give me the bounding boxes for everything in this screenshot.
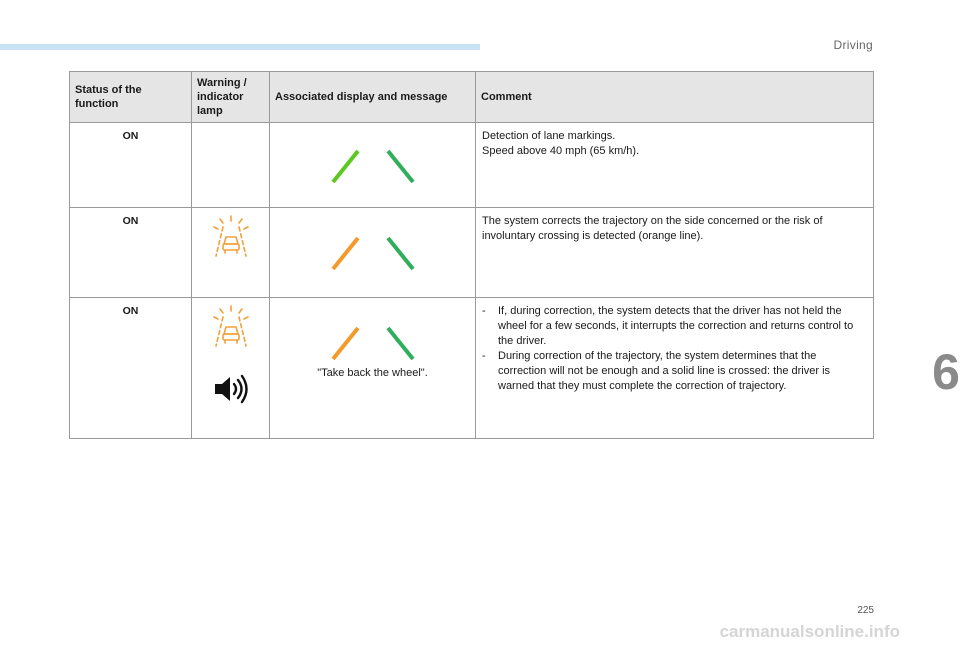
comment-item-text: If, during correction, the system detects that the driver has not held the wheel for a few seconds, it interrupts the correction and returns control to the driver.	[498, 305, 854, 347]
status-value: ON	[70, 123, 192, 208]
display-message: "Take back the wheel".	[317, 367, 428, 379]
header-lamp: Warning / indicator lamp	[192, 72, 270, 123]
table-row	[70, 208, 874, 298]
lane-lines-orange-left-icon	[323, 230, 423, 270]
footer-watermark: carmanualsonline.info	[719, 622, 900, 641]
lane-keeping-warning-icon	[210, 214, 252, 260]
lane-keeping-warning-icon	[210, 304, 252, 350]
comment-line: The system corrects the trajectory on the side concerned or the risk of involuntary crossing is detected (orange line).	[482, 215, 823, 242]
header-status: Status of the function	[70, 72, 192, 123]
table-row	[70, 123, 874, 208]
lane-lines-green-icon	[323, 143, 423, 183]
list-item: - During correction of the trajectory, the system determines that the correction will not be enough and a solid line is crossed: the driver is warned that they must complete the correction of trajectory.	[482, 350, 831, 392]
comment-list	[482, 304, 867, 394]
chapter-number-tab: 6	[932, 322, 960, 422]
comment-item-text: During correction of the trajectory, the system determines that the correction will not be enough and a solid line is crossed: the driver is warned that they must complete the correction of trajectory.	[498, 350, 831, 392]
table-row	[70, 298, 874, 439]
status-value: ON	[70, 298, 192, 439]
top-accent-bar	[0, 44, 480, 50]
table-header-row	[70, 72, 874, 123]
section-title: Driving	[833, 38, 873, 52]
lane-lines-orange-left-icon	[323, 320, 423, 360]
comment-line: Detection of lane markings.	[482, 130, 616, 142]
header-comment: Comment	[476, 72, 874, 123]
comment-line: Speed above 40 mph (65 km/h).	[482, 145, 640, 157]
status-value: ON	[70, 208, 192, 298]
list-item: - If, during correction, the system detects that the driver has not held the wheel for a few seconds, it interrupts the correction and returns control to the driver.	[482, 305, 854, 347]
header-display: Associated display and message	[270, 72, 476, 123]
lane-keeping-status-table	[69, 71, 874, 439]
lamp-cell-empty	[192, 123, 270, 208]
speaker-sound-icon	[211, 374, 251, 404]
page-number: 225	[857, 605, 874, 616]
